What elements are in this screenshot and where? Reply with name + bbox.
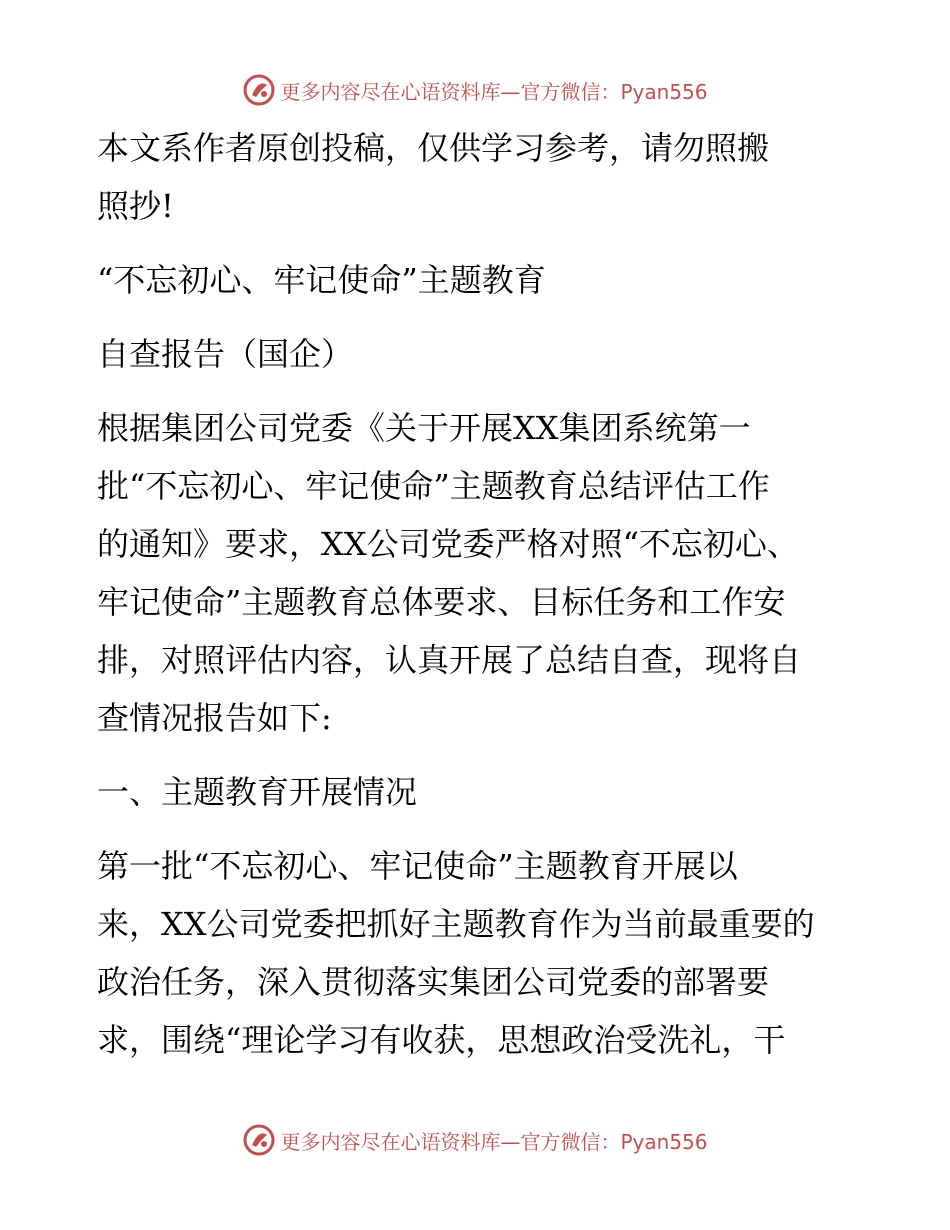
- text-line: 照抄!: [97, 187, 174, 225]
- text-line: 根据集团公司党委《关于开展XX集团系统第一: [97, 409, 751, 447]
- text-line: 查情况报告如下:: [97, 699, 332, 737]
- watermark-text: 更多内容尽在心语资料库—官方微信：Pyan556: [280, 1129, 708, 1154]
- watermark-text: 更多内容尽在心语资料库—官方微信：Pyan556: [280, 79, 708, 104]
- text-line: 自查报告（国企）: [97, 335, 354, 373]
- text-line: 的通知》要求，XX公司党委严格对照“不忘初心、: [97, 525, 799, 563]
- section-heading: 一、主题教育开展情况: [97, 773, 418, 811]
- brand-logo-icon: [242, 1123, 276, 1157]
- text-line: 来，XX公司党委把抓好主题教育作为当前最重要的: [97, 905, 815, 943]
- watermark-banner-top: [0, 70, 950, 110]
- text-line: 批“不忘初心、牢记使命”主题教育总结评估工作: [97, 467, 770, 505]
- text-line: 本文系作者原创投稿，仅供学习参考，请勿照搬: [97, 129, 770, 167]
- watermark-banner-bottom: [0, 1120, 950, 1160]
- text-line: 求，围绕“理论学习有收获，思想政治受洗礼，干: [97, 1021, 786, 1059]
- text-line: “不忘初心、牢记使命”主题教育: [97, 261, 546, 299]
- text-line: 牢记使命”主题教育总体要求、目标任务和工作安: [97, 583, 786, 621]
- text-line: 排，对照评估内容，认真开展了总结自查，现将自: [97, 641, 802, 679]
- text-line: 政治任务，深入贯彻落实集团公司党委的部署要: [97, 963, 770, 1001]
- text-line: 第一批“不忘初心、牢记使命”主题教育开展以: [97, 847, 738, 885]
- brand-logo-icon: [242, 73, 276, 107]
